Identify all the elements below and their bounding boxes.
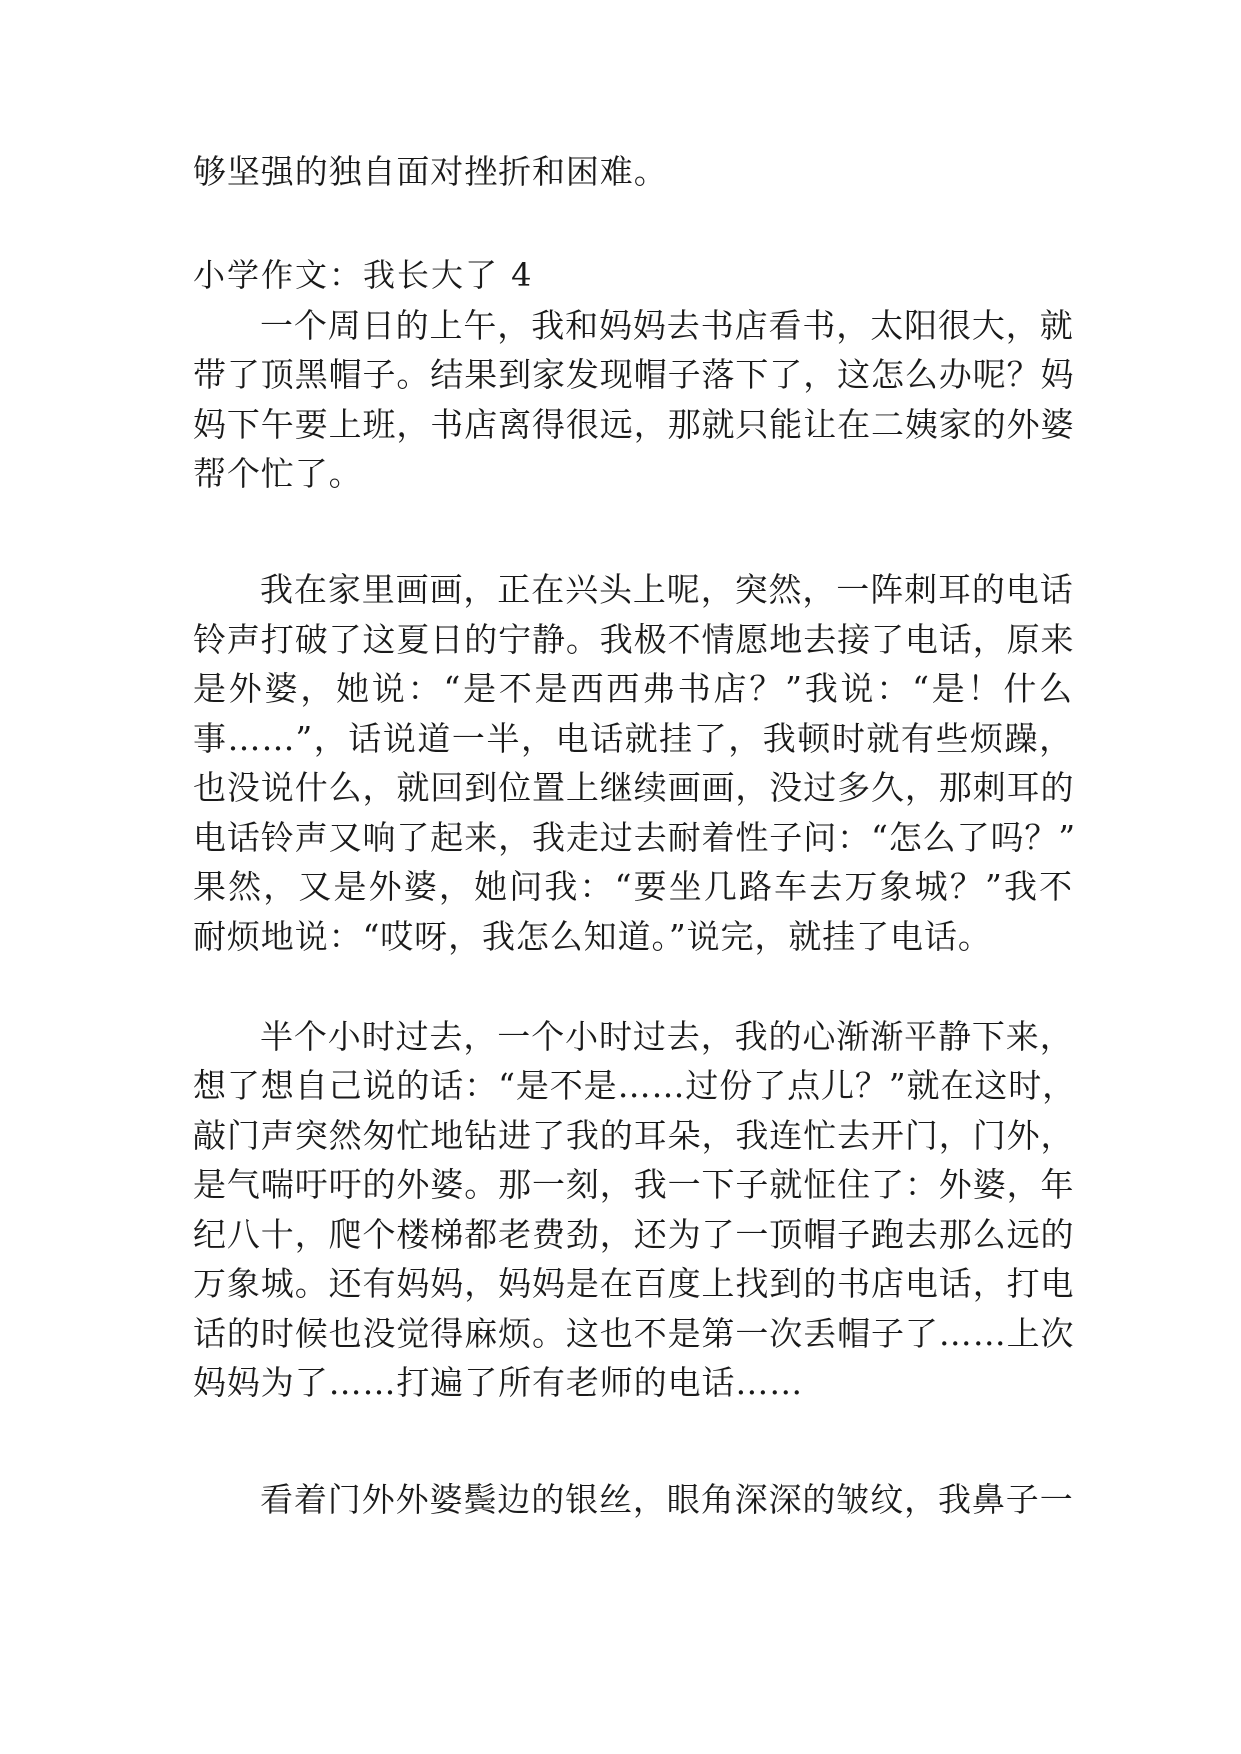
paragraph-line: 妈下午要上班，书店离得很远，那就只能让在二姨家的外婆	[193, 405, 1075, 444]
paragraph-line: 耐烦地说：“哎呀，我怎么知道。”说完，就挂了电话。	[193, 917, 992, 956]
preceding-paragraph-tail: 够坚强的独自面对挫折和困难。	[193, 152, 668, 191]
paragraph-line: 事……”，话说道一半，电话就挂了，我顿时就有些烦躁，	[193, 719, 1073, 758]
paragraph-line: 妈妈为了……打遍了所有老师的电话……	[193, 1363, 804, 1402]
paragraph-line: 一个周日的上午，我和妈妈去书店看书，太阳很大，就	[260, 306, 1074, 345]
paragraph-line: 带了顶黑帽子。结果到家发现帽子落下了，这怎么办呢？妈	[193, 355, 1075, 394]
paragraph-line: 果然，又是外婆，她问我：“要坐几路车去万象城？”我不	[193, 867, 1073, 906]
paragraph-line: 话的时候也没觉得麻烦。这也不是第一次丢帽子了……上次	[193, 1314, 1075, 1353]
paragraph-line: 帮个忙了。	[193, 454, 363, 493]
paragraph-line: 是气喘吁吁的外婆。那一刻，我一下子就怔住了：外婆，年	[193, 1165, 1075, 1204]
paragraph-line: 纪八十，爬个楼梯都老费劲，还为了一顶帽子跑去那么远的	[193, 1215, 1075, 1254]
paragraph-line: 是外婆，她说：“是不是西西弗书店？”我说：“是！什么	[193, 669, 1073, 708]
paragraph-line: 想了想自己说的话：“是不是……过份了点儿？”就在这时，	[193, 1066, 1077, 1105]
paragraph-line: 敲门声突然匆忙地钻进了我的耳朵，我连忙去开门，门外，	[193, 1116, 1075, 1155]
paragraph-line: 也没说什么，就回到位置上继续画画，没过多久，那刺耳的	[193, 768, 1075, 807]
paragraph-line: 我在家里画画，正在兴头上呢，突然，一阵刺耳的电话	[260, 570, 1074, 609]
paragraph-line: 电话铃声又响了起来，我走过去耐着性子问：“怎么了吗？”	[193, 818, 1077, 857]
paragraph-line: 半个小时过去，一个小时过去，我的心渐渐平静下来，	[260, 1017, 1074, 1056]
essay-title: 小学作文：我长大了 4	[193, 256, 534, 294]
paragraph-line: 万象城。还有妈妈，妈妈是在百度上找到的书店电话，打电	[193, 1264, 1075, 1303]
paragraph-line: 铃声打破了这夏日的宁静。我极不情愿地去接了电话，原来	[193, 620, 1075, 659]
paragraph-line: 看着门外外婆鬓边的银丝，眼角深深的皱纹，我鼻子一	[260, 1480, 1074, 1519]
